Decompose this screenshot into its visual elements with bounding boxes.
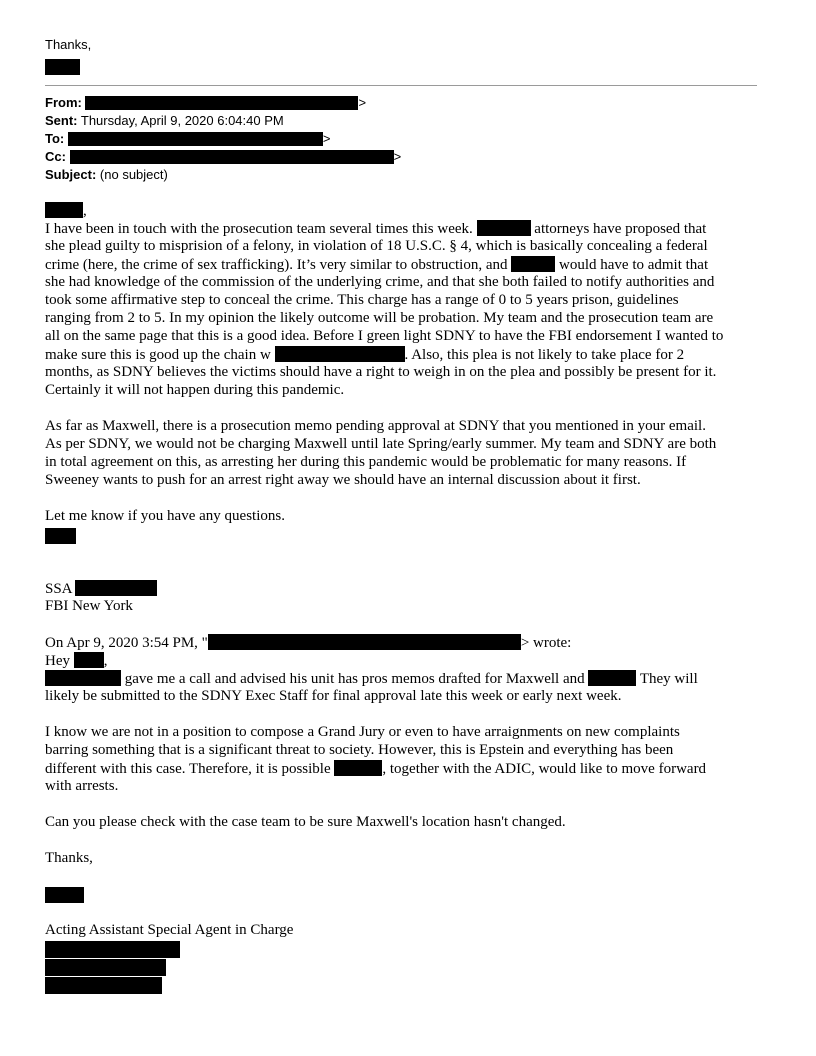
quoted-greeting — [45, 652, 108, 670]
quoted-hey-comma: , — [103, 653, 108, 669]
redaction-greeting — [45, 202, 83, 218]
from-line — [45, 95, 366, 110]
quoted-line — [45, 760, 706, 778]
quoted-line — [45, 670, 698, 688]
quoted-line: Can you please check with the case team to be sure Maxwell's location hasn't changed. — [45, 814, 566, 830]
subject-value: (no subject) — [99, 167, 168, 182]
quoted-title: Acting Assistant Special Agent in Charge — [45, 922, 294, 938]
redaction-contact — [45, 977, 162, 994]
body-line — [45, 346, 684, 364]
quoted-text: different with this case. Therefore, it is possible — [45, 761, 331, 777]
quoted-hey: Hey — [45, 653, 70, 669]
signature-ssa: SSA — [45, 581, 72, 597]
quoted-line: I know we are not in a position to compose a Grand Jury or even to have arraignments on new complaints — [45, 724, 680, 740]
redaction-body — [511, 256, 555, 272]
redaction-from — [85, 96, 358, 110]
sent-line — [45, 113, 284, 128]
quoted-intro-text: > wrote: — [520, 635, 572, 651]
from-label: From: — [45, 95, 82, 110]
sent-value: Thursday, April 9, 2020 6:04:40 PM — [80, 113, 284, 128]
quoted-line: barring something that is a significant threat to society. However, this is Epstein and everything has been — [45, 742, 674, 758]
redaction-quoted — [334, 760, 382, 776]
quoted-line: likely be submitted to the SDNY Exec Staff for final approval late this week or early next week. — [45, 688, 622, 704]
header-divider — [45, 85, 757, 86]
sent-label: Sent: — [45, 113, 78, 128]
quoted-text: They will — [636, 671, 698, 687]
body-line: she had knowledge of the commission of the underlying crime, and that she both failed to notify authorities and — [45, 274, 715, 290]
body-text: crime (here, the crime of sex trafficking). It’s very similar to obstruction, and — [45, 257, 508, 273]
redaction-signature — [75, 580, 157, 596]
body-line: Sweeney wants to push for an arrest right away we should have an internal discussion about it first. — [45, 472, 641, 488]
redaction-body — [275, 346, 405, 362]
quoted-intro-text: On Apr 9, 2020 3:54 PM, " — [45, 635, 208, 651]
body-text: make sure this is good up the chain w — [45, 347, 271, 363]
redaction-quoted — [45, 670, 121, 686]
body-text: I have been in touch with the prosecution team several times this week. — [45, 221, 473, 237]
body-line: Certainly it will not happen during this pandemic. — [45, 382, 345, 398]
body-line — [45, 220, 706, 238]
signature-office: FBI New York — [45, 598, 133, 614]
subject-label: Subject: — [45, 167, 97, 182]
signature-line — [45, 580, 157, 598]
redaction-top-name — [45, 59, 80, 75]
to-suffix: > — [322, 131, 331, 146]
redaction-body — [477, 220, 531, 236]
subject-line — [45, 167, 168, 182]
body-line: ranging from 2 to 5. In my opinion the likely outcome will be probation. My team and the prosecution team are — [45, 310, 714, 326]
body-line: As per SDNY, we would not be charging Maxwell until late Spring/early summer. My team and SDNY are both — [45, 436, 717, 452]
redaction-quoted-greeting — [74, 652, 104, 668]
greeting — [45, 202, 87, 220]
redaction-quoted-sender — [208, 634, 521, 650]
body-line: all on the same page that this is a good idea. Before I green light SDNY to have the FBI endorsement I wanted to — [45, 328, 724, 344]
redaction-signoff — [45, 528, 76, 544]
cc-label: Cc: — [45, 149, 66, 164]
quoted-text: , together with the ADIC, would like to move forward — [382, 761, 707, 777]
body-text: . Also, this plea is not likely to take place for 2 — [404, 347, 685, 363]
quoted-thanks: Thanks, — [45, 850, 93, 866]
body-text: would have to admit that — [555, 257, 709, 273]
body-line: Let me know if you have any questions. — [45, 508, 285, 524]
top-thanks: Thanks, — [45, 37, 92, 52]
body-line: she plead guilty to misprision of a felony, in violation of 18 U.S.C. § 4, which is basically concealing a federal — [45, 238, 708, 254]
body-line: As far as Maxwell, there is a prosecution memo pending approval at SDNY that you mentioned in your email. — [45, 418, 706, 434]
redaction-quoted — [588, 670, 636, 686]
cc-line — [45, 149, 401, 164]
body-line: months, as SDNY believes the victims should have a right to weigh in on the plea and possibly be present for it. — [45, 364, 717, 380]
body-line: in total agreement on this, as arresting her during this pandemic would be problematic for many reasons. If — [45, 454, 687, 470]
redaction-cc — [70, 150, 394, 164]
quoted-intro — [45, 634, 571, 652]
from-suffix: > — [358, 95, 367, 110]
to-label: To: — [45, 131, 65, 146]
body-line — [45, 256, 708, 274]
redaction-contact — [45, 959, 166, 976]
to-line — [45, 131, 330, 146]
body-text: attorneys have proposed that — [530, 221, 707, 237]
quoted-line: with arrests. — [45, 778, 119, 794]
greeting-comma: , — [83, 203, 87, 219]
redaction-to — [68, 132, 323, 146]
cc-suffix: > — [393, 149, 402, 164]
redaction-contact — [45, 941, 180, 958]
quoted-text: gave me a call and advised his unit has pros memos drafted for Maxwell and — [121, 671, 585, 687]
body-line: took some affirmative step to conceal the crime. This charge has a range of 0 to 5 years prison, guidelines — [45, 292, 679, 308]
redaction-quoted-name — [45, 887, 84, 903]
